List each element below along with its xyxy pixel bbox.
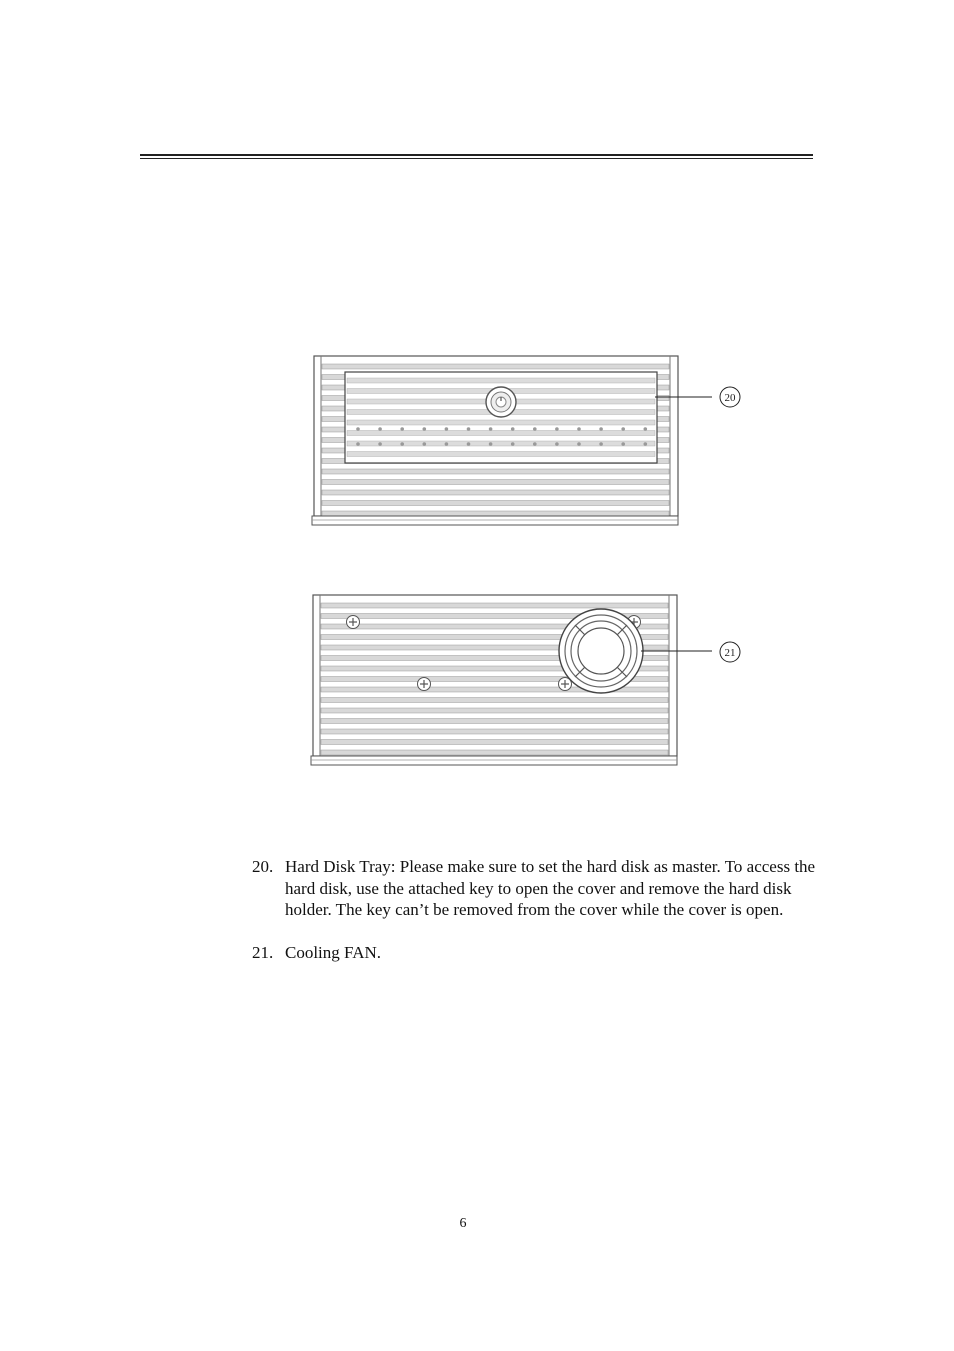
rear-view-panel [311,595,677,765]
item-number: 21. [252,942,274,962]
list-item [252,856,822,921]
item-text: Cooling FAN. [285,942,382,962]
item-number: 20. [252,857,274,876]
list-item [252,942,822,964]
callout-21-label: 21 [724,647,736,659]
page-number: 6 [459,1216,467,1231]
callout-20-label: 20 [724,392,736,404]
description-list [252,856,822,984]
cooling-fan-icon [559,609,643,693]
key-lock-icon [486,387,516,417]
front-view-panel [312,356,678,525]
screw-icon [347,616,360,629]
screw-icon [418,678,431,691]
item-text: Hard Disk Tray: Please make sure to set the hard disk as master. To access the hard disk, use the attached key to open the cover and remove the hard disk holder. The key can’t be removed from the cover while the cover is open. [285,857,816,919]
